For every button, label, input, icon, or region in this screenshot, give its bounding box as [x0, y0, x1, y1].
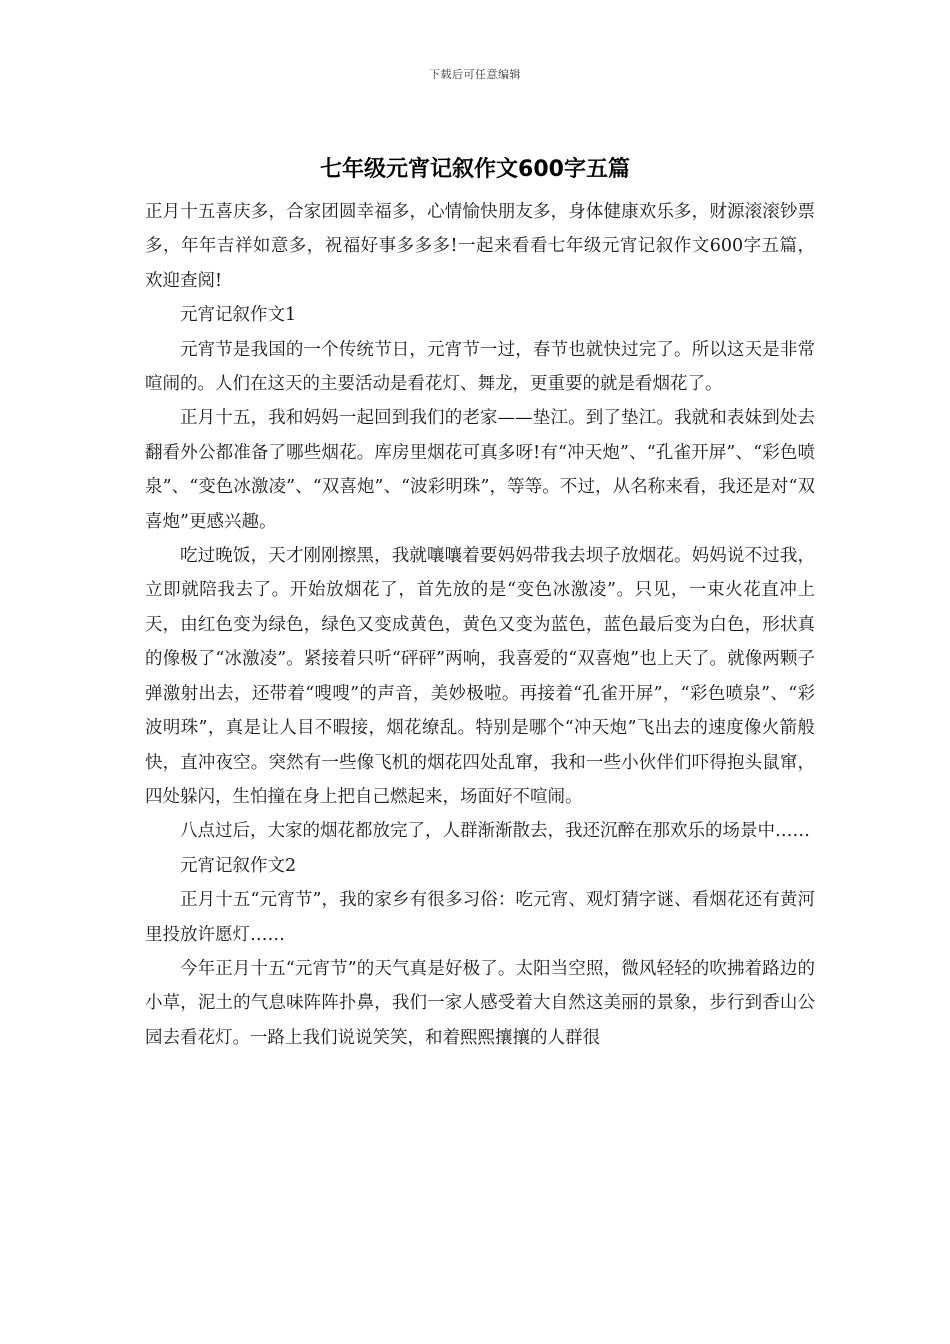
- document-title: 七年级元宵记叙作文600字五篇: [320, 157, 630, 182]
- document-body: [145, 195, 815, 1055]
- paragraph: 元宵节是我国的一个传统节日，元宵节一过，春节也就快过完了。所以这天是非常喧闹的。人们在这天的主要活动是看花灯、舞龙，更重要的就是看烟花了。: [145, 339, 815, 395]
- header-note: 下载后可任意编辑: [429, 68, 521, 81]
- paragraph: 正月十五“元宵节”，我的家乡有很多习俗：吃元宵、观灯猜字谜、看烟花还有黄河里投放许愿灯……: [145, 890, 815, 945]
- paragraph: 吃过晚饭，天才刚刚擦黑，我就嚷嚷着要妈妈带我去坝子放烟花。妈妈说不过我，立即就陪我去了。开始放烟花了，首先放的是“变色冰激凌”。只见，一束火花直冲上天，由红色变为绿色，绿色又变成黄色，黄色又变为蓝色，蓝色最后变为白色，形状真的像极了“冰激凌”。紧接着只听“砰砰”两响，我喜爱的“双喜炮”也上天了。就像两颗子弹激射出去，还带着“嗖嗖”的声音，美妙极啦。再接着“孔雀开屏”，“彩色喷泉”、“彩波明珠”，真是让人目不暇接，烟花缭乱。特别是哪个“冲天炮”飞出去的速度像火箭般快，直冲夜空。突然有一些像飞机的烟花四处乱窜，我和一些小伙伴们吓得抱头鼠窜，四处躲闪，生怕撞在身上把自己燃起来，场面好不喧闹。: [145, 546, 815, 807]
- intro-paragraph: 正月十五喜庆多，合家团圆幸福多，心情愉快朋友多，身体健康欢乐多，财源滚滚钞票多，年年吉祥如意多，祝福好事多多多!一起来看看七年级元宵记叙作文600字五篇，欢迎查阅!: [145, 202, 815, 291]
- paragraph: 今年正月十五“元宵节”的天气真是好极了。太阳当空照，微风轻轻的吹拂着路边的小草，泥土的气息味阵阵扑鼻，我们一家人感受着大自然这美丽的景象，步行到香山公园去看花灯。一路上我们说说笑笑，和着熙熙攘攘的人群很: [145, 958, 815, 1048]
- essay-heading-2: 元宵记叙作文2: [180, 855, 297, 876]
- paragraph: 八点过后，大家的烟花都放完了，人群渐渐散去，我还沉醉在那欢乐的场景中……: [180, 821, 810, 842]
- essay-heading-1: 元宵记叙作文1: [180, 305, 297, 326]
- paragraph: 正月十五，我和妈妈一起回到我们的老家——垫江。到了垫江。我就和表妹到处去翻看外公都准备了哪些烟花。库房里烟花可真多呀!有“冲天炮”、“孔雀开屏”、“彩色喷泉”、“变色冰激凌”、“双喜炮”、“波彩明珠”，等等。不过，从名称来看，我还是对“双喜炮”更感兴趣。: [145, 408, 815, 532]
